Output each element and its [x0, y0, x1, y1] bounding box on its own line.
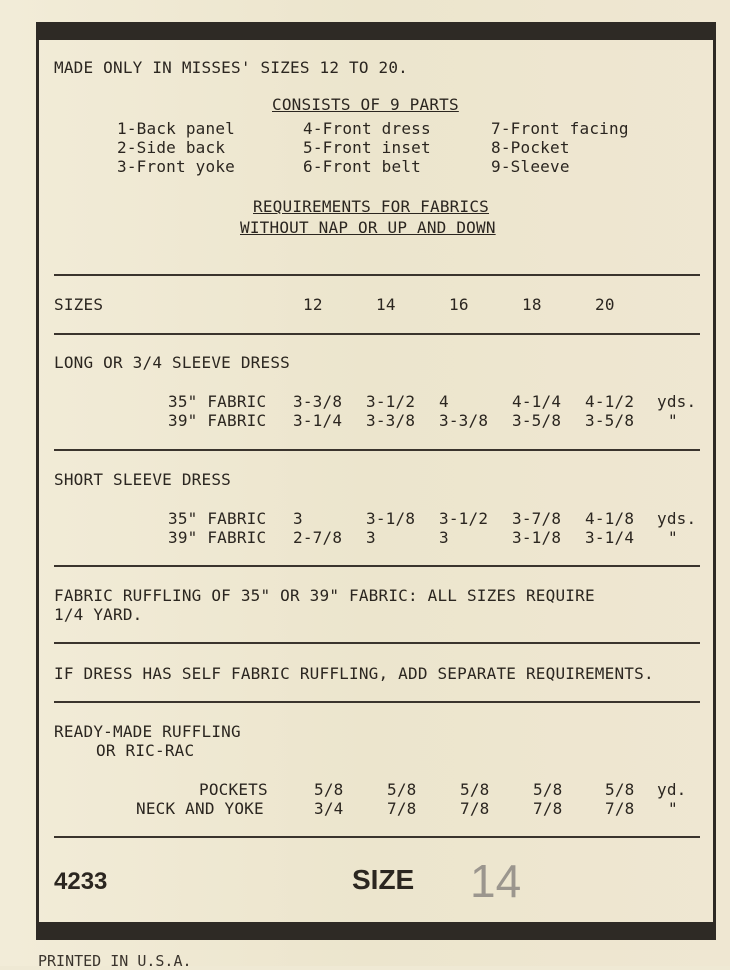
top-border-bar — [36, 22, 716, 40]
size-label: SIZE — [352, 864, 415, 895]
yardage-value: 5/8 — [314, 780, 344, 799]
fabric-label: 39" FABRIC — [168, 411, 267, 430]
self-fabric-note: IF DRESS HAS SELF FABRIC RUFFLING, ADD SEPARATE REQUIREMENTS. — [54, 664, 654, 683]
yardage-value: 3-1/8 — [512, 528, 562, 547]
yardage-value: 3-3/8 — [439, 411, 489, 430]
long-sleeve-title: LONG OR 3/4 SLEEVE DRESS — [54, 353, 290, 372]
ready-made-title: READY-MADE RUFFLING — [54, 722, 241, 741]
unit-label: " — [668, 411, 678, 430]
yardage-value: 3/4 — [314, 799, 344, 818]
header-text: MADE ONLY IN MISSES' SIZES 12 TO 20. — [54, 58, 408, 77]
part-item: 5-Front inset — [303, 138, 431, 157]
part-item: 4-Front dress — [303, 119, 431, 138]
requirements-subtitle: WITHOUT NAP OR UP AND DOWN — [240, 218, 496, 237]
unit-label: " — [668, 528, 678, 547]
yardage-value: 3-5/8 — [585, 411, 635, 430]
yardage-value: 4-1/4 — [512, 392, 562, 411]
fabric-label: 39" FABRIC — [168, 528, 267, 547]
yardage-value: 2-7/8 — [293, 528, 343, 547]
size-value: 20 — [595, 295, 615, 314]
part-item: 9-Sleeve — [491, 157, 570, 176]
short-sleeve-title: SHORT SLEEVE DRESS — [54, 470, 231, 489]
yardage-value: 4-1/8 — [585, 509, 635, 528]
yardage-value: 7/8 — [387, 799, 417, 818]
unit-label: " — [668, 799, 678, 818]
yardage-value: 3-1/4 — [585, 528, 635, 547]
yardage-value: 3-1/4 — [293, 411, 343, 430]
size-value: 12 — [303, 295, 323, 314]
size-value: 16 — [449, 295, 469, 314]
yardage-value: 5/8 — [605, 780, 635, 799]
part-item: 2-Side back — [117, 138, 226, 157]
part-item: 7-Front facing — [491, 119, 629, 138]
sizes-label: SIZES — [54, 295, 104, 314]
ruffling-note: FABRIC RUFFLING OF 35" OR 39" FABRIC: ALL SIZES REQUIRE — [54, 586, 595, 605]
divider — [54, 274, 700, 276]
yardage-value: 7/8 — [533, 799, 563, 818]
bottom-border-bar — [36, 922, 716, 940]
yardage-value: 7/8 — [605, 799, 635, 818]
fabric-label: 35" FABRIC — [168, 392, 267, 411]
part-item: 8-Pocket — [491, 138, 570, 157]
unit-label: yd. — [657, 780, 687, 799]
trim-label: NECK AND YOKE — [136, 799, 264, 818]
yardage-value: 3-1/2 — [439, 509, 489, 528]
yardage-value: 3 — [439, 528, 449, 547]
yardage-value: 7/8 — [460, 799, 490, 818]
yardage-value: 4 — [439, 392, 449, 411]
yardage-value: 3 — [366, 528, 376, 547]
pattern-number: 4233 — [54, 868, 108, 895]
handwritten-size: 14 — [470, 855, 522, 907]
fabric-label: 35" FABRIC — [168, 509, 267, 528]
divider — [54, 449, 700, 451]
yardage-value: 3-3/8 — [293, 392, 343, 411]
size-value: 14 — [376, 295, 396, 314]
part-item: 6-Front belt — [303, 157, 421, 176]
part-item: 3-Front yoke — [117, 157, 235, 176]
requirements-title: REQUIREMENTS FOR FABRICS — [253, 197, 489, 216]
yardage-value: 5/8 — [533, 780, 563, 799]
printed-notice: PRINTED IN U.S.A. — [38, 952, 192, 970]
yardage-value: 3 — [293, 509, 303, 528]
divider — [54, 836, 700, 838]
divider — [54, 642, 700, 644]
divider — [54, 565, 700, 567]
yardage-value: 3-3/8 — [366, 411, 416, 430]
yardage-value: 3-1/8 — [366, 509, 416, 528]
yardage-value: 5/8 — [387, 780, 417, 799]
yardage-value: 3-7/8 — [512, 509, 562, 528]
parts-title: CONSISTS OF 9 PARTS — [272, 95, 459, 114]
unit-label: yds. — [657, 509, 697, 528]
yardage-value: 5/8 — [460, 780, 490, 799]
trim-label: POCKETS — [199, 780, 268, 799]
divider — [54, 701, 700, 703]
yardage-value: 3-1/2 — [366, 392, 416, 411]
size-value: 18 — [522, 295, 542, 314]
part-item: 1-Back panel — [117, 119, 235, 138]
ready-made-subtitle: OR RIC-RAC — [96, 741, 195, 760]
yardage-value: 3-5/8 — [512, 411, 562, 430]
yardage-value: 4-1/2 — [585, 392, 635, 411]
ruffling-note-continued: 1/4 YARD. — [54, 605, 143, 624]
unit-label: yds. — [657, 392, 697, 411]
divider — [54, 333, 700, 335]
